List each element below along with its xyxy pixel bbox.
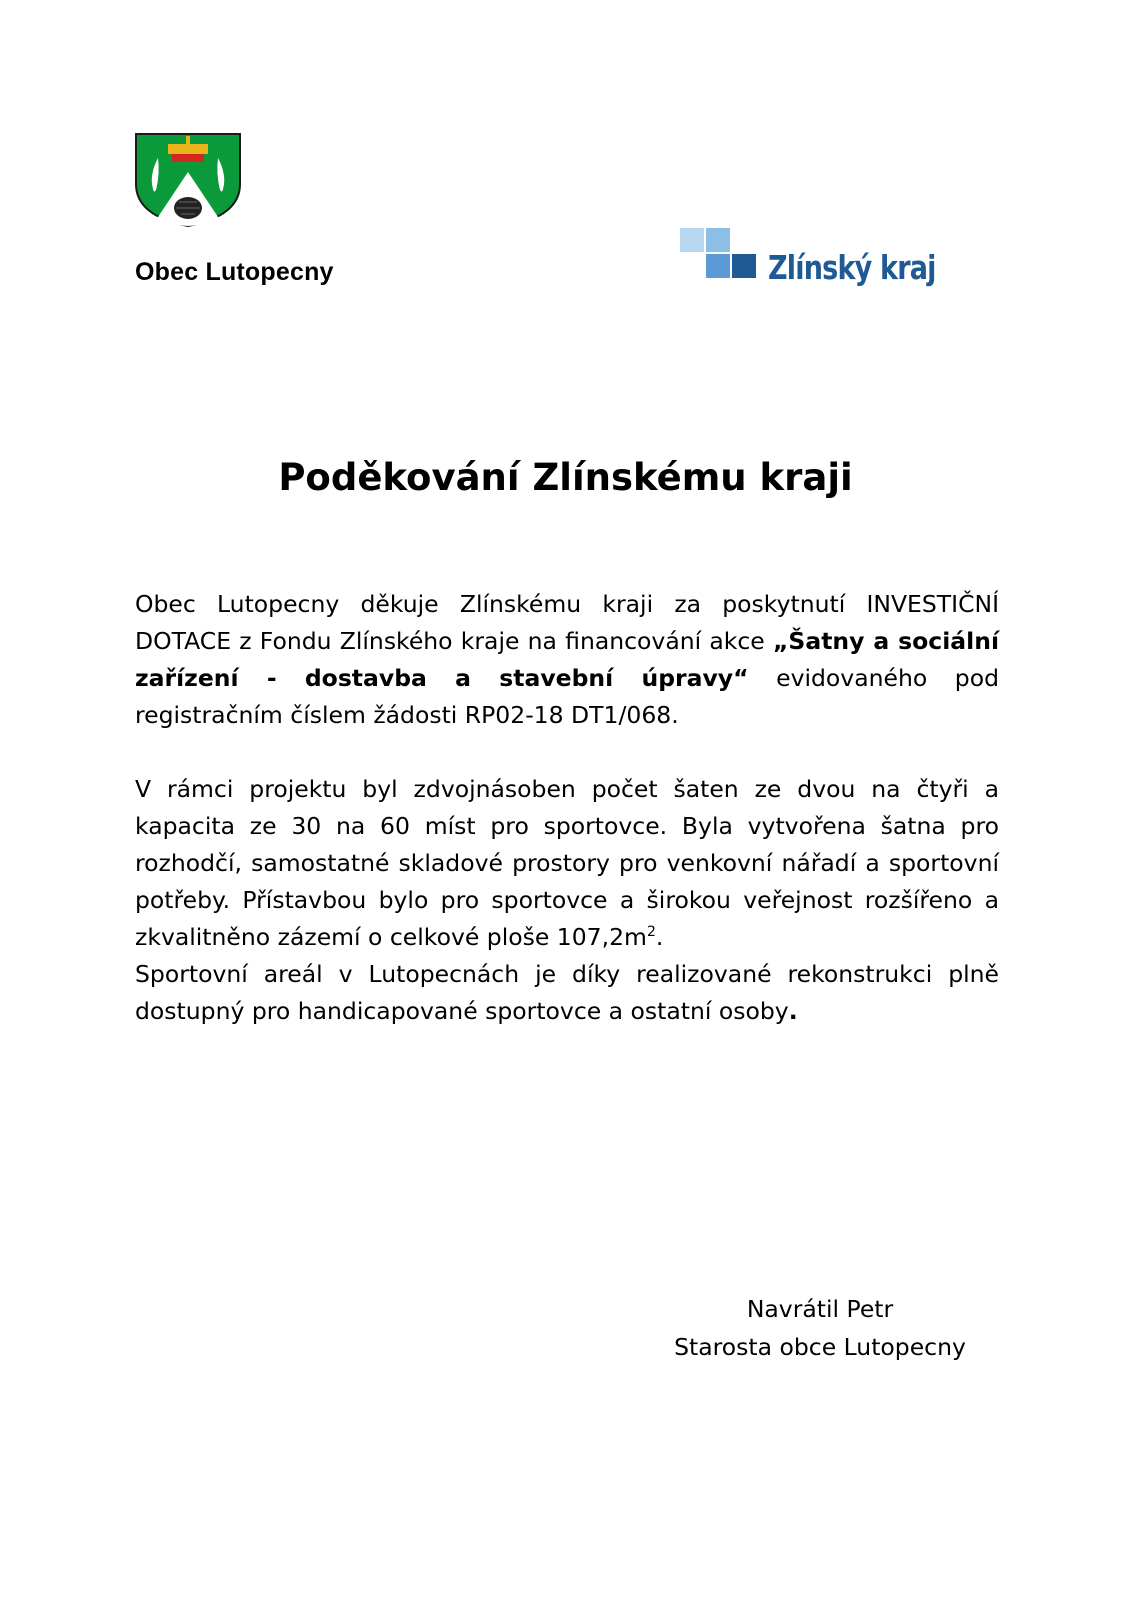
paragraph-2-text-b: . xyxy=(655,923,664,951)
paragraph-1 xyxy=(135,586,999,734)
paragraph-3-text: Sportovní areál v Lutopecnách je díky realizované rekonstrukci plně dostupný pro handicapované sportovce a ostatní osoby xyxy=(135,960,999,1025)
paragraph-1-text-a: Obec Lutopecny děkuje Zlínskému kraji za poskytnutí INVESTIČNÍ DOTACE z Fondu Zlínského kraje na financování akce xyxy=(135,590,999,655)
paragraph-2-text-a: V rámci projektu byl zdvojnásoben počet šaten ze dvou na čtyři a kapacita ze 30 na 60 míst pro sportovce. Byla vytvořena šatna pro rozhodčí, samostatné skladové prostory pro venkovní nářadí a sportovní potřeby. Přístavbou bylo pro sportovce a širokou veřejnost rozšířeno a zkvalitněno zázemí o celkové ploše 107,2m xyxy=(135,775,999,951)
document-body xyxy=(135,586,999,1030)
kraj-logo-text: Zlínský kraj xyxy=(768,248,936,287)
document-title: Poděkování Zlínskému kraji xyxy=(278,456,853,499)
paragraph-1-text-b: evidovaného pod registračním číslem žádosti RP02-18 DT1/068. xyxy=(135,664,999,729)
area-unit-superscript: 2 xyxy=(646,924,656,941)
signatory-name: Navrátil Petr xyxy=(746,1295,894,1323)
paragraph-3 xyxy=(135,956,999,1030)
municipality-coat-of-arms-icon xyxy=(134,132,242,228)
zlinsky-kraj-logo xyxy=(680,228,940,288)
signatory-role: Starosta obce Lutopecny xyxy=(674,1333,966,1361)
signature-block xyxy=(640,1290,1000,1366)
kraj-squares-icon xyxy=(680,228,760,288)
municipality-name: Obec Lutopecny xyxy=(135,258,334,286)
paragraph-3-end: . xyxy=(788,997,798,1025)
project-name: „Šatny a sociální zařízení - dostavba a stavební úpravy“ xyxy=(135,627,999,692)
paragraph-2 xyxy=(135,771,999,956)
paragraph-spacer xyxy=(135,734,999,771)
